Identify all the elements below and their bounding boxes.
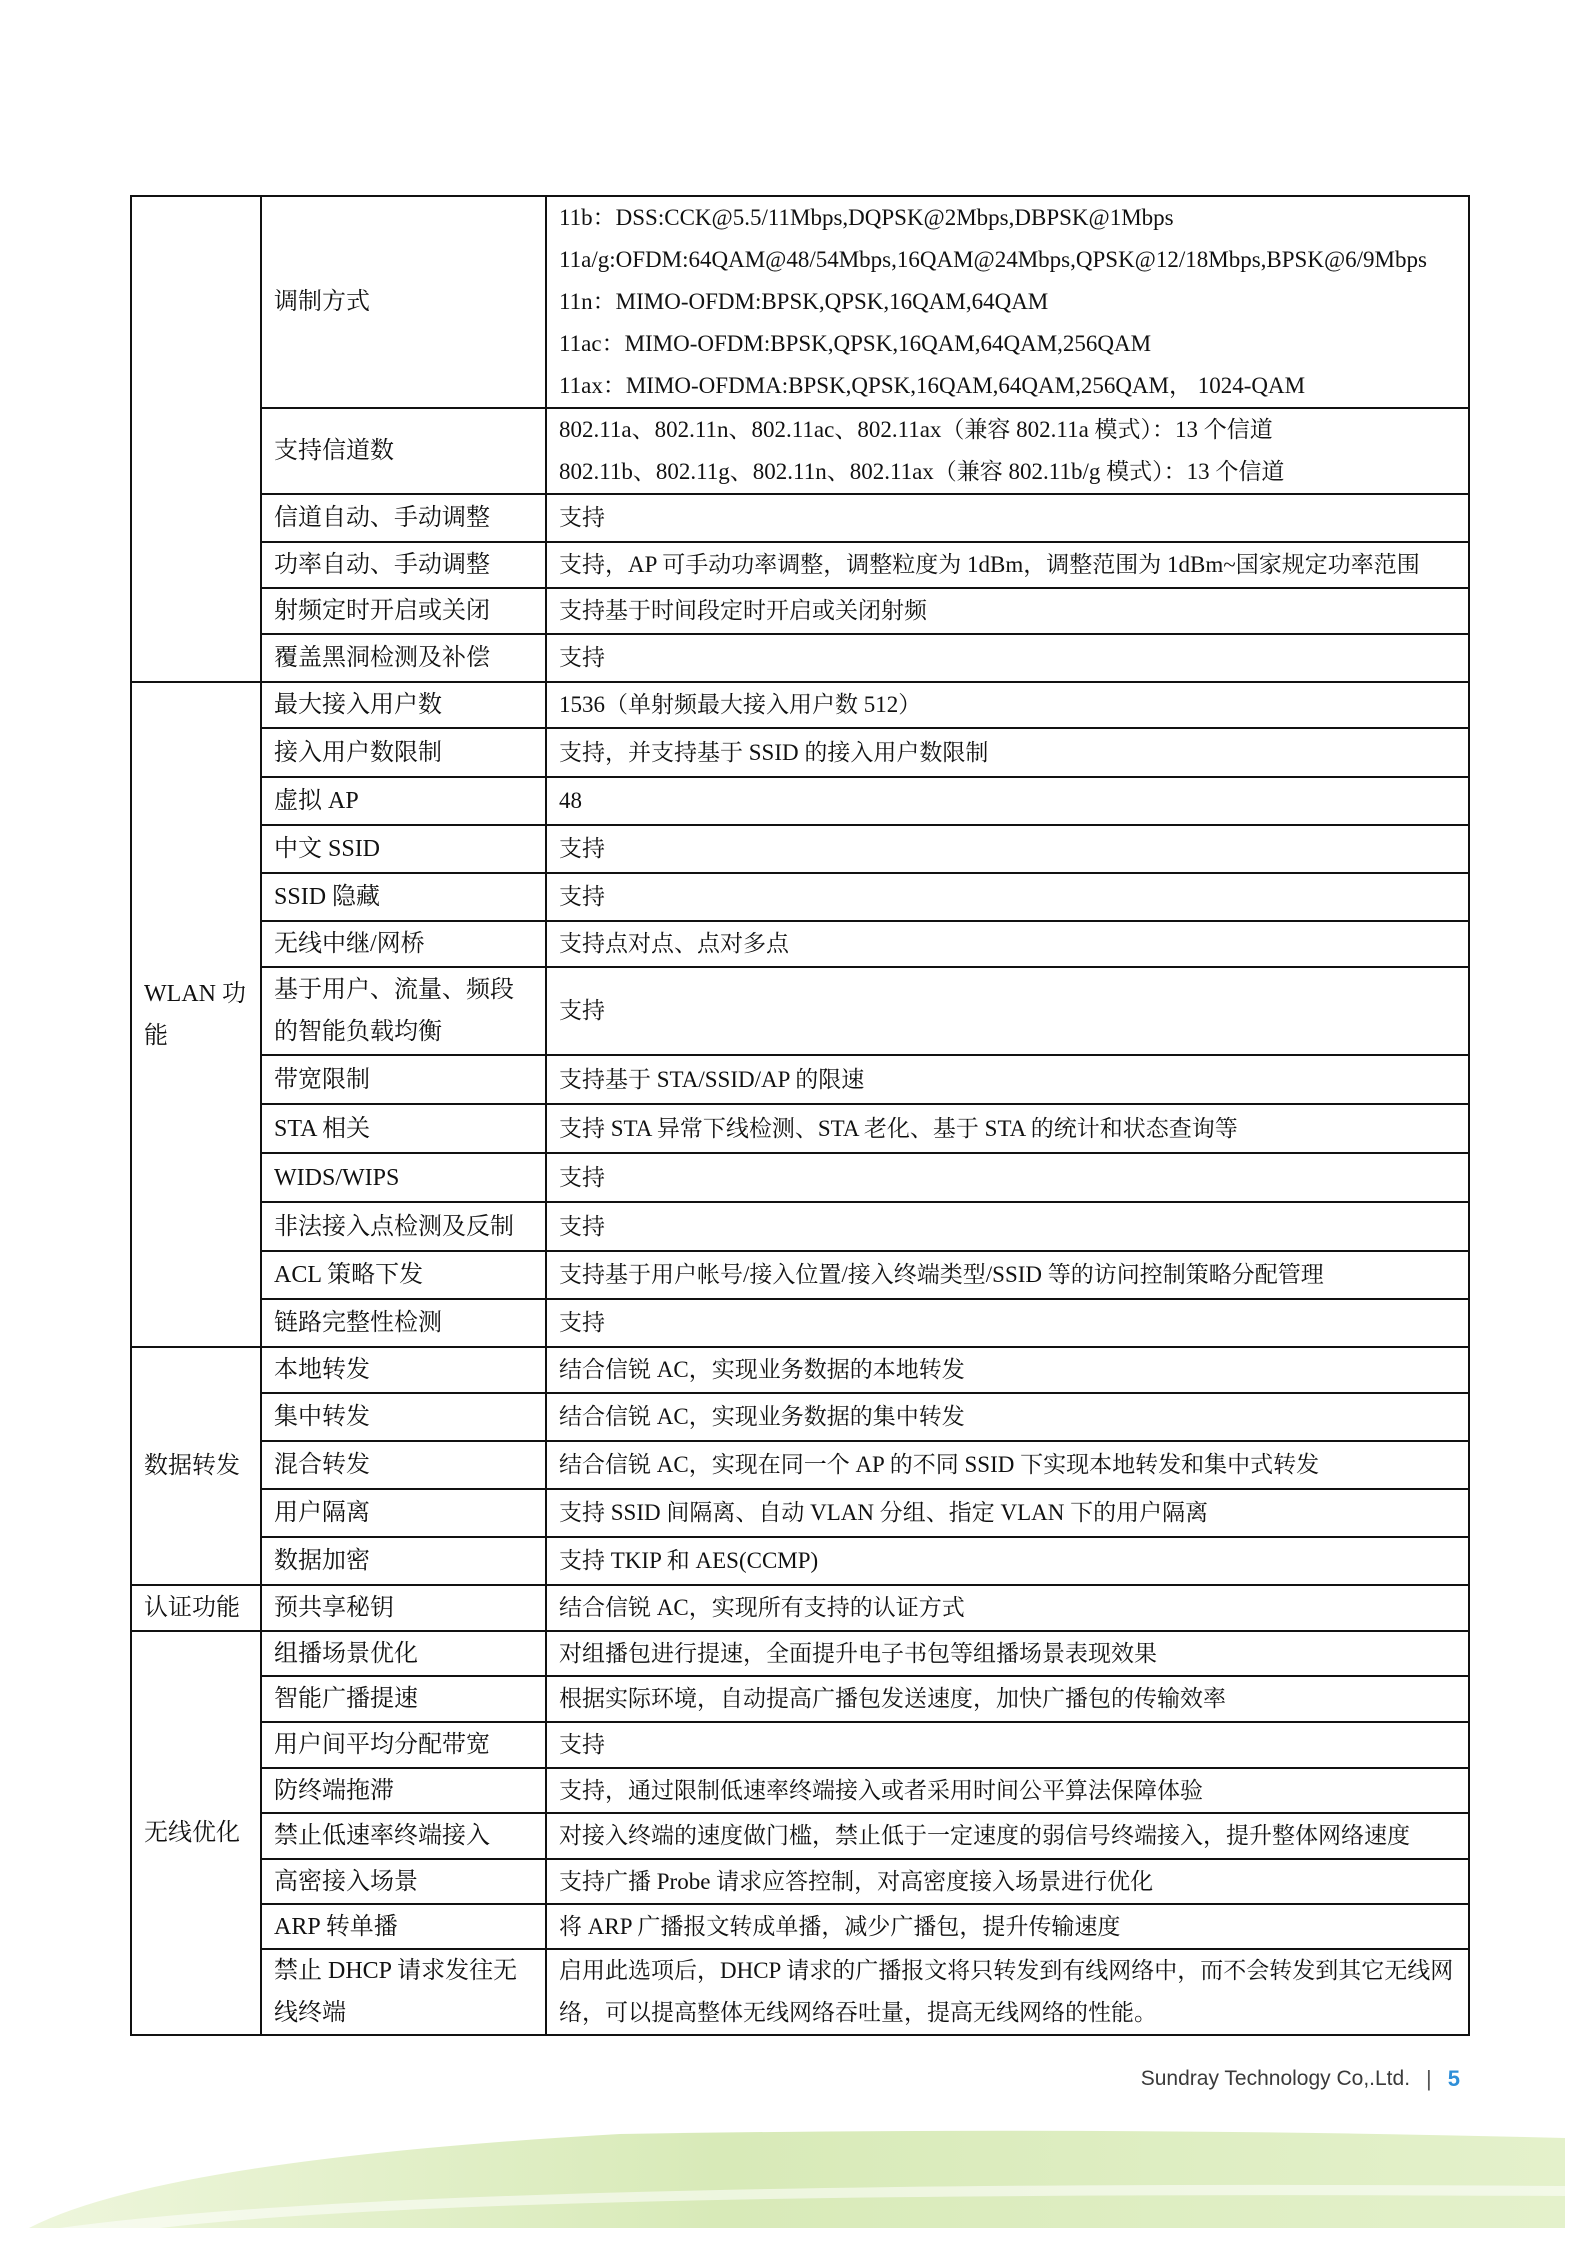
detail-cell: 支持 — [546, 1202, 1469, 1251]
feature-cell: 混合转发 — [261, 1441, 546, 1489]
spec-row — [131, 408, 1469, 494]
spec-row — [131, 542, 1469, 588]
category-cell — [131, 196, 261, 682]
spec-row — [131, 967, 1469, 1055]
detail-cell: 支持 SSID 间隔离、自动 VLAN 分组、指定 VLAN 下的用户隔离 — [546, 1489, 1469, 1537]
spec-row — [131, 777, 1469, 825]
spec-row — [131, 1585, 1469, 1631]
feature-cell: 高密接入场景 — [261, 1859, 546, 1904]
feature-cell: 数据加密 — [261, 1537, 546, 1585]
detail-line: 11b：DSS:CCK@5.5/11Mbps,DQPSK@2Mbps,DBPSK@1Mbps — [559, 205, 1174, 230]
detail-line: 802.11b、802.11g、802.11n、802.11ax（兼容 802.11b/g 模式）：13 个信道 — [559, 459, 1285, 484]
detail-cell: 支持 STA 异常下线检测、STA 老化、基于 STA 的统计和状态查询等 — [546, 1104, 1469, 1153]
spec-row — [131, 1949, 1469, 2035]
detail-cell: 支持 — [546, 873, 1469, 921]
detail-cell: 对组播包进行提速，全面提升电子书包等组播场景表现效果 — [546, 1631, 1469, 1676]
feature-cell: ACL 策略下发 — [261, 1251, 546, 1299]
feature-cell: 集中转发 — [261, 1393, 546, 1441]
feature-cell: 信道自动、手动调整 — [261, 494, 546, 542]
spec-row — [131, 1676, 1469, 1722]
spec-row — [131, 1768, 1469, 1813]
feature-cell: 支持信道数 — [261, 408, 546, 494]
detail-cell: 结合信锐 AC，实现业务数据的集中转发 — [546, 1393, 1469, 1441]
feature-cell: 非法接入点检测及反制 — [261, 1202, 546, 1251]
spec-row — [131, 1299, 1469, 1347]
detail-cell: 结合信锐 AC，实现业务数据的本地转发 — [546, 1347, 1469, 1393]
category-cell: 认证功能 — [131, 1585, 261, 1631]
detail-cell: 支持基于时间段定时开启或关闭射频 — [546, 588, 1469, 634]
feature-cell: 中文 SSID — [261, 825, 546, 873]
category-cell: 无线优化 — [131, 1631, 261, 2035]
detail-cell: 支持 — [546, 825, 1469, 873]
footer-decorative-band — [0, 2120, 1586, 2245]
detail-cell: 启用此选项后，DHCP 请求的广播报文将只转发到有线网络中，而不会转发到其它无线网络，可以提高整体无线网络吞吐量，提高无线网络的性能。 — [546, 1949, 1469, 2035]
spec-row — [131, 873, 1469, 921]
detail-line: 802.11a、802.11n、802.11ac、802.11ax（兼容 802.11a 模式）：13 个信道 — [559, 417, 1273, 442]
feature-cell: 智能广播提速 — [261, 1676, 546, 1722]
feature-cell: 用户间平均分配带宽 — [261, 1722, 546, 1768]
feature-cell: 禁止低速率终端接入 — [261, 1813, 546, 1859]
spec-row — [131, 1251, 1469, 1299]
feature-cell: SSID 隐藏 — [261, 873, 546, 921]
detail-cell: 支持基于 STA/SSID/AP 的限速 — [546, 1055, 1469, 1104]
feature-cell: 带宽限制 — [261, 1055, 546, 1104]
feature-cell: 功率自动、手动调整 — [261, 542, 546, 588]
detail-cell: 结合信锐 AC，实现所有支持的认证方式 — [546, 1585, 1469, 1631]
spec-row — [131, 588, 1469, 634]
spec-row — [131, 1631, 1469, 1676]
detail-line: 11ax：MIMO-OFDMA:BPSK,QPSK,16QAM,64QAM,256QAM， 1024-QAM — [559, 373, 1306, 398]
spec-row — [131, 1859, 1469, 1904]
detail-cell: 支持 TKIP 和 AES(CCMP) — [546, 1537, 1469, 1585]
detail-cell: 支持，通过限制低速率终端接入或者采用时间公平算法保障体验 — [546, 1768, 1469, 1813]
page-number: 5 — [1447, 2066, 1460, 2091]
detail-cell: 支持 — [546, 1299, 1469, 1347]
detail-cell: 支持，并支持基于 SSID 的接入用户数限制 — [546, 728, 1469, 777]
page-footer — [1141, 2062, 1460, 2096]
spec-row — [131, 921, 1469, 967]
detail-line: 11a/g:OFDM:64QAM@48/54Mbps,16QAM@24Mbps,QPSK@12/18Mbps,BPSK@6/9Mbps — [559, 247, 1427, 272]
detail-cell: 支持 — [546, 634, 1469, 682]
spec-row — [131, 1813, 1469, 1859]
spec-row — [131, 1489, 1469, 1537]
spec-row — [131, 1153, 1469, 1202]
feature-cell: 基于用户、流量、频段的智能负载均衡 — [261, 967, 546, 1055]
spec-row — [131, 1904, 1469, 1949]
feature-cell: ARP 转单播 — [261, 1904, 546, 1949]
detail-cell: 结合信锐 AC，实现在同一个 AP 的不同 SSID 下实现本地转发和集中式转发 — [546, 1441, 1469, 1489]
feature-cell: 本地转发 — [261, 1347, 546, 1393]
feature-cell: 防终端拖滞 — [261, 1768, 546, 1813]
spec-row — [131, 1347, 1469, 1393]
detail-cell: 支持 — [546, 967, 1469, 1055]
spec-row — [131, 1722, 1469, 1768]
feature-cell: 预共享秘钥 — [261, 1585, 546, 1631]
spec-row — [131, 494, 1469, 542]
spec-table — [130, 195, 1470, 2036]
footer-separator: | — [1426, 2066, 1432, 2091]
feature-cell: 最大接入用户数 — [261, 682, 546, 728]
feature-cell: WIDS/WIPS — [261, 1153, 546, 1202]
spec-row — [131, 728, 1469, 777]
feature-cell: 虚拟 AP — [261, 777, 546, 825]
spec-row — [131, 634, 1469, 682]
spec-row — [131, 1393, 1469, 1441]
spec-row — [131, 682, 1469, 728]
company-name: Sundray Technology Co,.Ltd. — [1140, 2067, 1411, 2090]
feature-cell: 链路完整性检测 — [261, 1299, 546, 1347]
feature-cell: 无线中继/网桥 — [261, 921, 546, 967]
detail-cell: 支持 — [546, 1153, 1469, 1202]
detail-line: 11ac：MIMO-OFDM:BPSK,QPSK,16QAM,64QAM,256QAM — [559, 331, 1152, 356]
feature-cell: 接入用户数限制 — [261, 728, 546, 777]
feature-cell: 组播场景优化 — [261, 1631, 546, 1676]
detail-cell: 支持基于用户帐号/接入位置/接入终端类型/SSID 等的访问控制策略分配管理 — [546, 1251, 1469, 1299]
feature-cell: 射频定时开启或关闭 — [261, 588, 546, 634]
detail-cell — [546, 408, 1469, 494]
spec-row — [131, 196, 1469, 408]
spec-row — [131, 1202, 1469, 1251]
detail-cell: 支持点对点、点对多点 — [546, 921, 1469, 967]
feature-cell: 调制方式 — [261, 196, 546, 408]
category-cell: 数据转发 — [131, 1347, 261, 1585]
feature-cell: STA 相关 — [261, 1104, 546, 1153]
category-cell: WLAN 功能 — [131, 682, 261, 1347]
detail-cell: 根据实际环境，自动提高广播包发送速度，加快广播包的传输效率 — [546, 1676, 1469, 1722]
detail-cell: 1536（单射频最大接入用户数 512） — [546, 682, 1469, 728]
spec-row — [131, 1441, 1469, 1489]
detail-cell: 将 ARP 广播报文转成单播，减少广播包，提升传输速度 — [546, 1904, 1469, 1949]
detail-cell: 支持广播 Probe 请求应答控制，对高密度接入场景进行优化 — [546, 1859, 1469, 1904]
detail-cell: 支持，AP 可手动功率调整，调整粒度为 1dBm，调整范围为 1dBm~国家规定功率范围 — [546, 542, 1469, 588]
detail-cell: 对接入终端的速度做门槛，禁止低于一定速度的弱信号终端接入，提升整体网络速度 — [546, 1813, 1469, 1859]
spec-row — [131, 1104, 1469, 1153]
spec-row — [131, 1055, 1469, 1104]
spec-row — [131, 1537, 1469, 1585]
detail-cell — [546, 196, 1469, 408]
feature-cell: 覆盖黑洞检测及补偿 — [261, 634, 546, 682]
feature-cell: 禁止 DHCP 请求发往无线终端 — [261, 1949, 546, 2035]
feature-cell: 用户隔离 — [261, 1489, 546, 1537]
detail-cell: 支持 — [546, 494, 1469, 542]
detail-cell: 支持 — [546, 1722, 1469, 1768]
spec-row — [131, 825, 1469, 873]
detail-cell: 48 — [546, 777, 1469, 825]
detail-line: 11n：MIMO-OFDM:BPSK,QPSK,16QAM,64QAM — [559, 289, 1049, 314]
